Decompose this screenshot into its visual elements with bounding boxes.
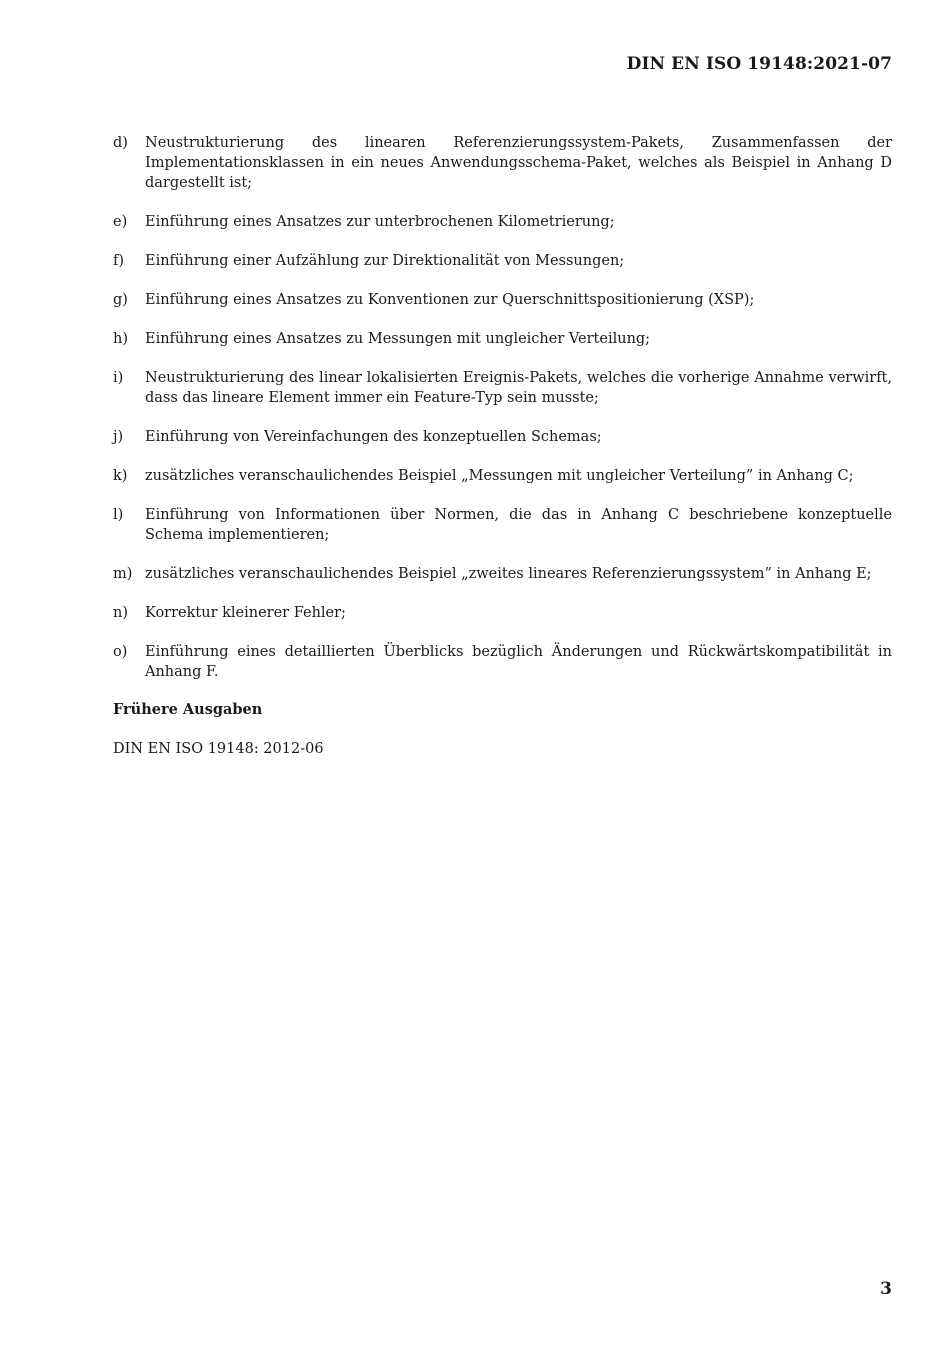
- list-item-text: Einführung eines Ansatzes zu Konventionen zur Querschnittspositionierung (XSP);: [145, 292, 755, 308]
- list-item: [113, 133, 892, 193]
- list-item: [113, 427, 892, 447]
- list-item-marker: j): [113, 429, 124, 445]
- list-item: [113, 603, 892, 623]
- list-item: [113, 329, 892, 349]
- list-item-marker: m): [113, 566, 133, 582]
- list-item-marker: k): [113, 468, 128, 484]
- previous-edition-entry: DIN EN ISO 19148: 2012-06: [113, 741, 324, 757]
- list-item-text: Korrektur kleinerer Fehler;: [145, 605, 346, 621]
- list-item: [113, 564, 892, 584]
- list-item-marker: f): [113, 253, 125, 269]
- list-item-text: Neustrukturierung des linearen Referenzierungssystem-Pakets, Zusammenfassen der Implementationsklassen in ein neues Anwendungsschema-Paket, welches als Beispiel in Anhang D dargestellt ist;: [145, 135, 892, 191]
- list-item: [113, 642, 892, 682]
- list-item-text: Einführung von Informationen über Normen, die das in Anhang C beschriebene konzeptuelle Schema implementieren;: [145, 507, 892, 543]
- changes-list: [113, 133, 892, 682]
- list-item: [113, 505, 892, 545]
- list-item: [113, 251, 892, 271]
- previous-editions-heading: Frühere Ausgaben: [113, 701, 263, 718]
- list-item: [113, 466, 892, 486]
- list-item-marker: d): [113, 135, 128, 151]
- list-item-marker: e): [113, 214, 128, 230]
- list-item-marker: o): [113, 644, 128, 660]
- page-number: 3: [880, 1279, 892, 1299]
- list-item-text: Einführung einer Aufzählung zur Direktionalität von Messungen;: [145, 253, 625, 269]
- list-item-marker: h): [113, 331, 128, 347]
- list-item-text: zusätzliches veranschaulichendes Beispiel „zweites lineares Referenzierungssystem” in Anhang E;: [145, 566, 872, 582]
- list-item: [113, 368, 892, 408]
- list-item: [113, 290, 892, 310]
- list-item-marker: l): [113, 507, 124, 523]
- list-item-marker: g): [113, 292, 128, 308]
- document-body: [113, 133, 892, 759]
- list-item-text: Einführung eines Ansatzes zur unterbrochenen Kilometrierung;: [145, 214, 615, 230]
- list-item-text: zusätzliches veranschaulichendes Beispiel „Messungen mit ungleicher Verteilung” in Anhang C;: [145, 468, 854, 484]
- list-item-text: Einführung von Vereinfachungen des konzeptuellen Schemas;: [145, 429, 602, 445]
- list-item-marker: i): [113, 370, 124, 386]
- list-item-text: Einführung eines Ansatzes zu Messungen mit ungleicher Verteilung;: [145, 331, 651, 347]
- document-standard-id: DIN EN ISO 19148:2021-07: [626, 54, 892, 74]
- list-item-text: Neustrukturierung des linear lokalisierten Ereignis-Pakets, welches die vorherige Annahme verwirft, dass das lineare Element immer ein Feature-Typ sein musste;: [145, 370, 892, 406]
- list-item-marker: n): [113, 605, 128, 621]
- list-item: [113, 212, 892, 232]
- list-item-text: Einführung eines detaillierten Überblicks bezüglich Änderungen und Rückwärtskompatibilität in Anhang F.: [145, 644, 892, 680]
